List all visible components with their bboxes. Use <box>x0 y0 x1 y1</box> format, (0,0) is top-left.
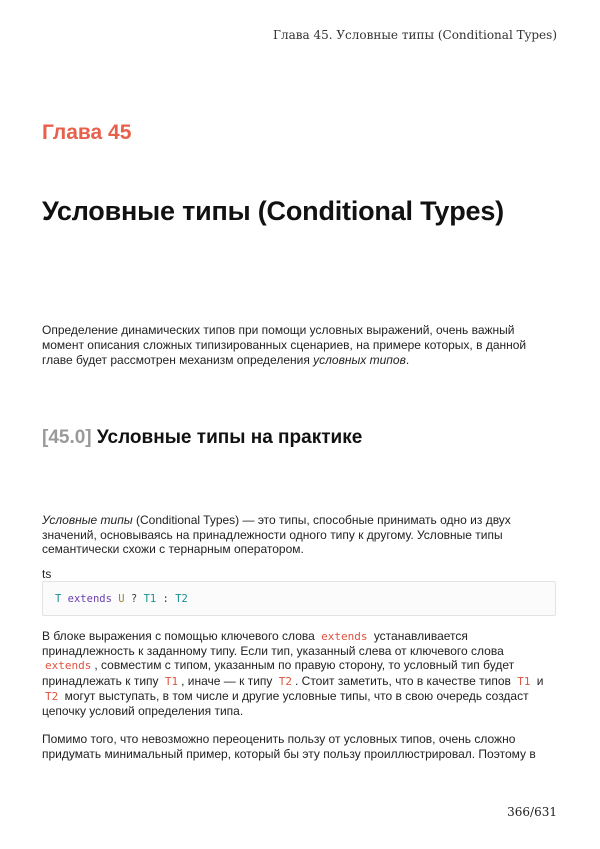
inline-code-t2: T2 <box>278 674 292 688</box>
extends-text-4: , иначе — к типу <box>181 673 276 688</box>
section-title: Условные типы на практике <box>96 427 363 448</box>
paragraph-usefulness: Помимо того, что невозможно переоценить пользу от условных типов, очень сложно придумать минимальный пример, который бы эту пользу проиллюстрировал. Поэтому в <box>42 732 536 761</box>
paragraph-extends <box>42 629 557 718</box>
extends-text-7: могут выступать, в том числе и другие условные типы, что в свою очередь создаст цепочку условий определения типа. <box>42 688 529 719</box>
extends-text-5: . Стоит заметить, что в качестве типов <box>294 673 515 688</box>
inline-code-t1: T1 <box>164 674 179 688</box>
definition-text: (Conditional Types) — это типы, способные принимать одно из двух значений, основываясь на принадлежности одного типу к другому. Условные типы семантически схожи с тернарным оператором. <box>42 513 511 557</box>
code-token-colon: : <box>162 593 169 605</box>
extends-text-1: В блоке выражения с помощью ключевого слова <box>42 629 319 643</box>
extends-text-3: , совместим с типом, указанным по правую сторону, то условный тип будет принадлежать к типу <box>42 658 515 688</box>
code-token-extends: extends <box>67 593 112 605</box>
section-number: [45.0] <box>42 427 92 448</box>
code-token-u: U <box>118 593 125 605</box>
code-token-t1: T1 <box>143 593 157 605</box>
chapter-title: Условные типы (Conditional Types) <box>42 196 504 226</box>
section-heading <box>42 427 362 449</box>
code-line <box>55 593 188 605</box>
extends-text-2: устанавливается принадлежность к заданному типу. Если тип, указанный слева от ключевого слова <box>42 629 504 659</box>
intro-emphasis: условных типов <box>313 353 406 367</box>
page-number: 366/631 <box>507 805 557 819</box>
code-block <box>42 581 556 616</box>
intro-end: . <box>405 353 410 367</box>
code-token-t2: T2 <box>175 593 188 605</box>
paragraph-definition <box>42 513 557 557</box>
code-token-question: ? <box>130 593 138 605</box>
extends-text-6: и <box>533 673 544 688</box>
inline-code-extends: extends <box>321 630 368 643</box>
running-header: Глава 45. Условные типы (Conditional Types) <box>273 28 557 42</box>
code-language-label: ts <box>42 567 52 581</box>
inline-code-t2-2: T2 <box>45 689 59 703</box>
inline-code-extends-2: extends <box>45 659 92 673</box>
intro-paragraph <box>42 323 557 368</box>
definition-term: Условные типы <box>42 513 133 527</box>
code-token-t: T <box>55 593 62 605</box>
chapter-label: Глава 45 <box>42 121 132 144</box>
inline-code-t1-2: T1 <box>517 674 531 688</box>
intro-text: Определение динамических типов при помощи условных выражений, очень важный момент описания сложных типизированных сценариев, на примере которых, в данной главе будет рассмотрен механизм определения <box>42 323 527 367</box>
